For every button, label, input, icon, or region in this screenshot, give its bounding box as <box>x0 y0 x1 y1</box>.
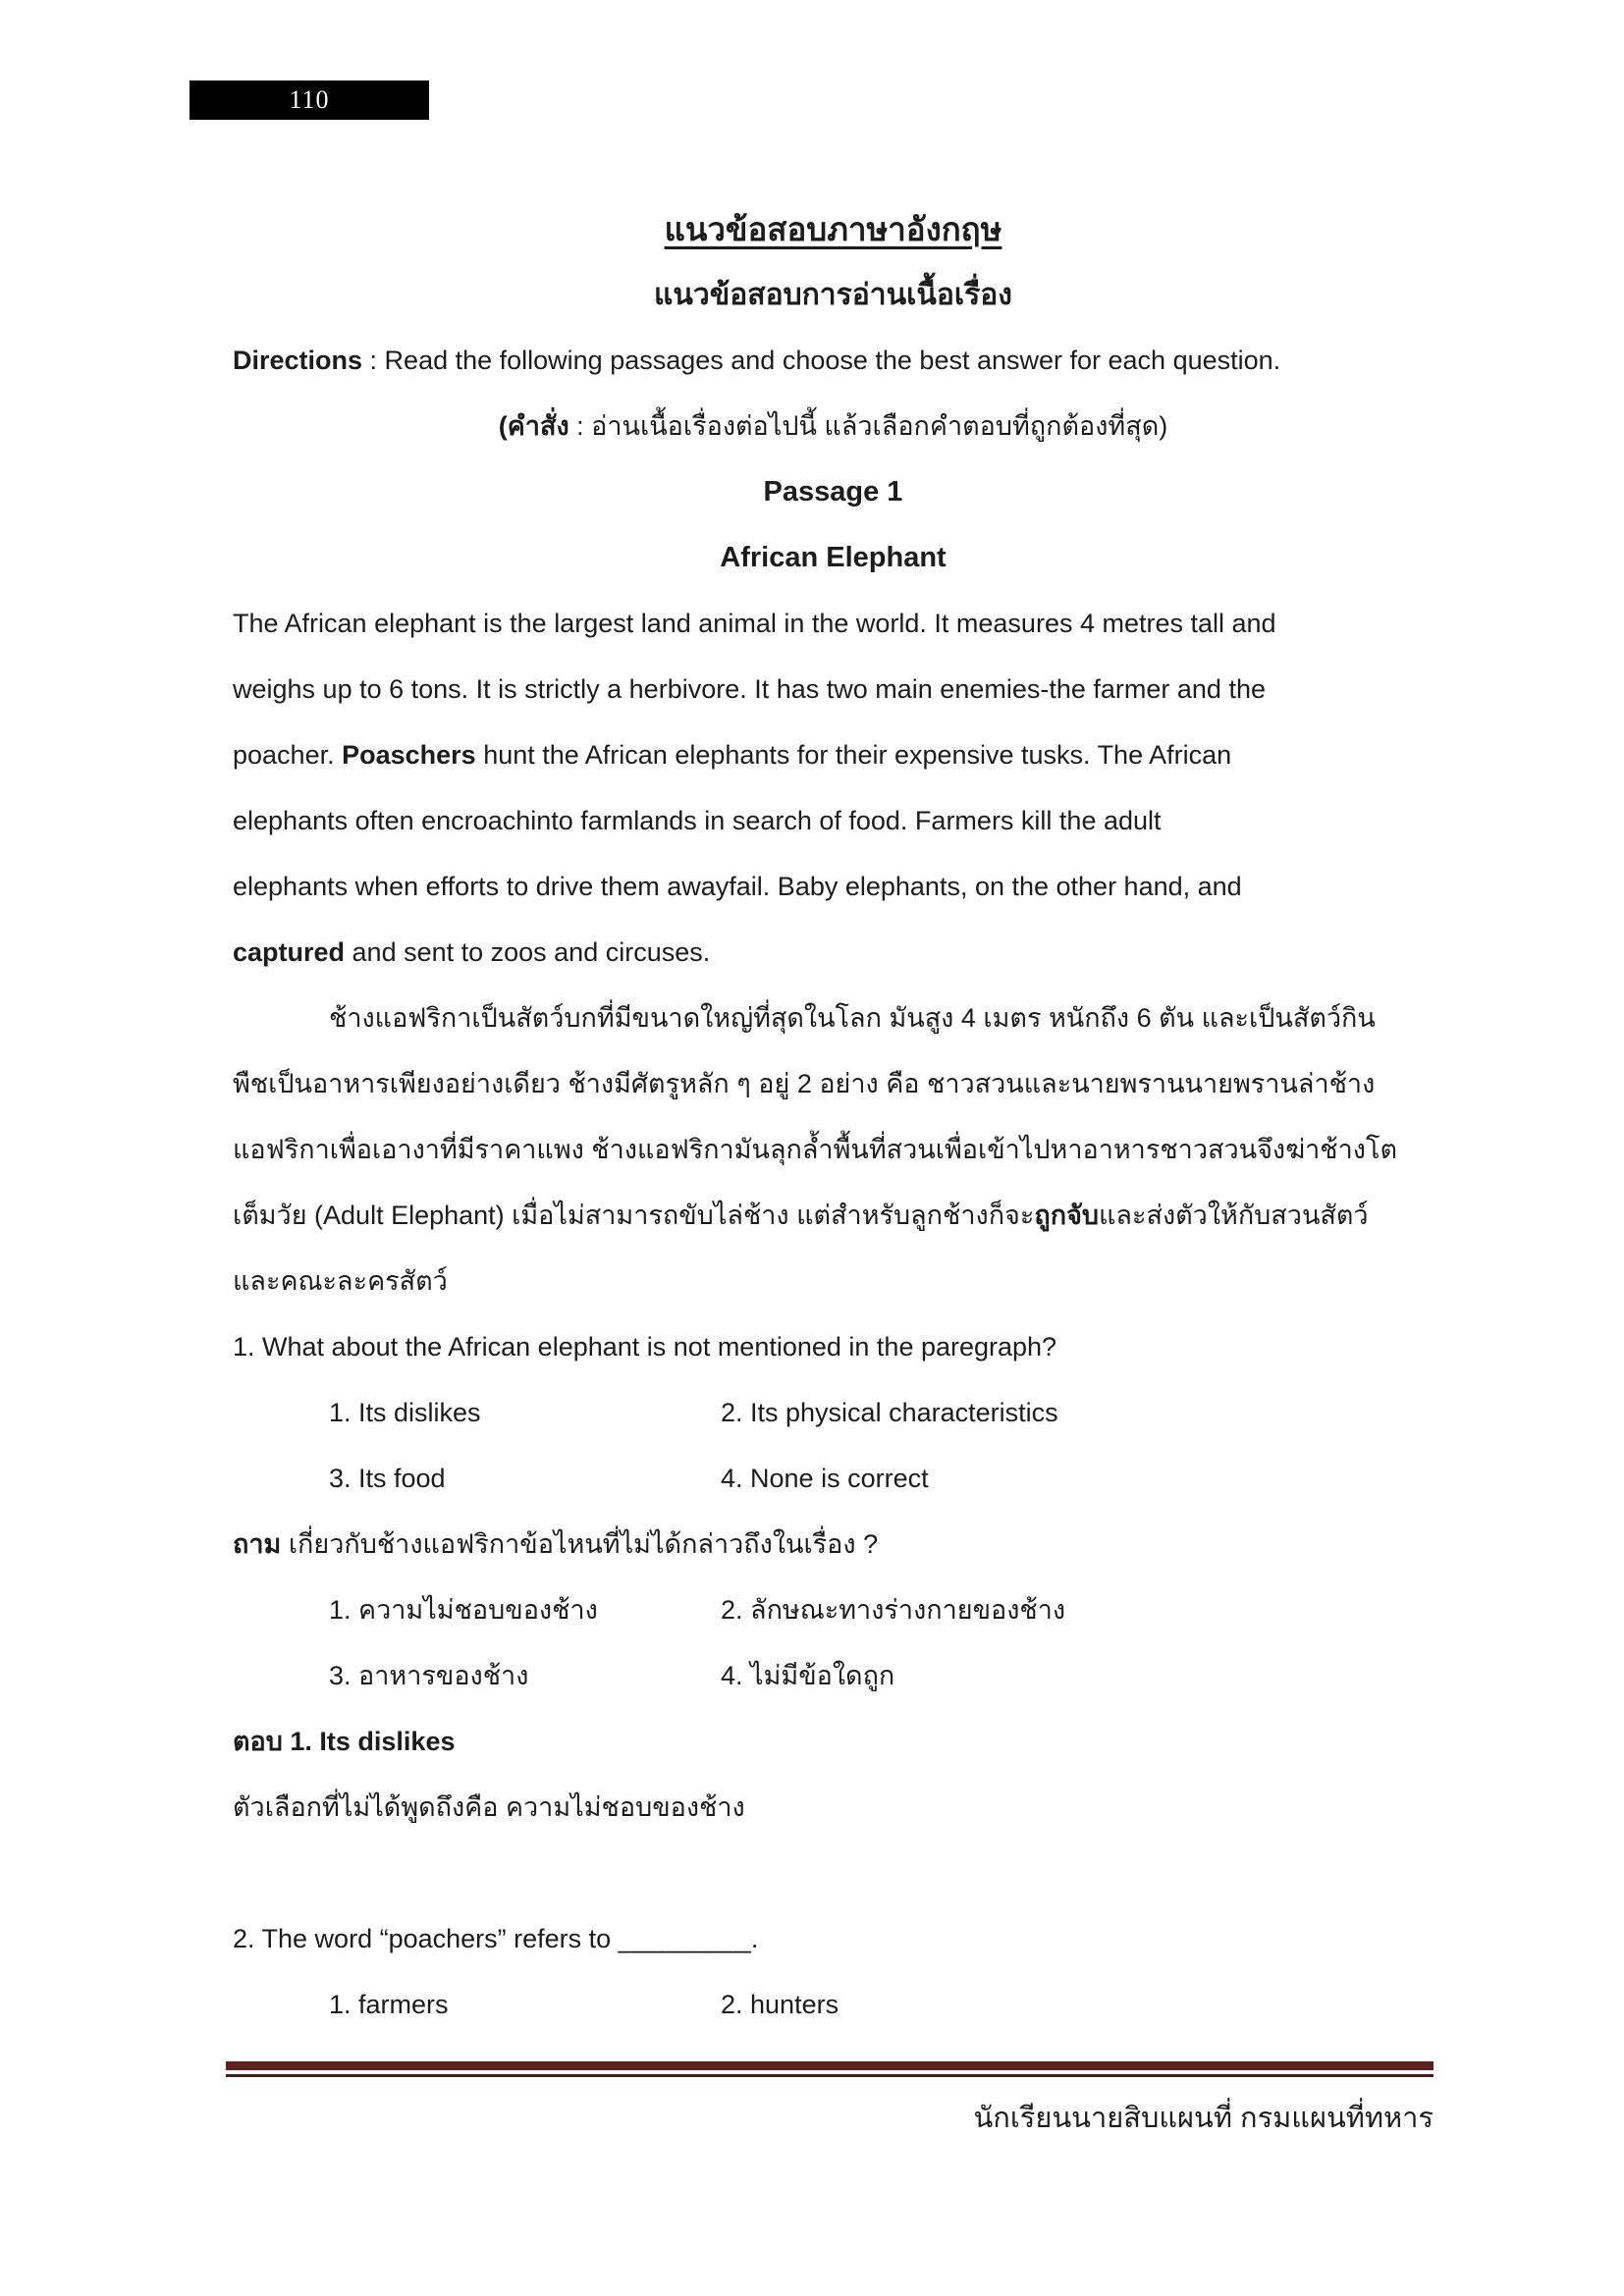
question1-text: 1. What about the African elephant is not mentioned in the paregraph? <box>233 1332 1057 1362</box>
document-title-text: แนวข้อสอบภาษาอังกฤษ <box>664 211 1002 247</box>
passage-en-bold-word: Poaschers <box>342 740 476 770</box>
passage-th-line: และคณะละครสัตว์ <box>233 1266 448 1296</box>
passage-en-line: The African elephant is the largest land animal in the world. It measures 4 metres tall and <box>233 609 1276 638</box>
question1-explanation: ตัวเลือกที่ไม่ได้พูดถึงคือ ความไม่ชอบของช้าง <box>233 1792 745 1822</box>
question1-answer-line <box>233 1709 1434 1775</box>
question1-choice-3: 3. Its food <box>329 1464 446 1493</box>
footer-rule-thick <box>226 2061 1434 2070</box>
directions-line <box>233 328 1434 394</box>
blank-spacer <box>233 1841 1434 1906</box>
question1-thai-choices-row1 <box>233 1577 1434 1643</box>
passage-en-line: elephants often encroachinto farmlands in search of food. Farmers kill the adult <box>233 806 1162 835</box>
question1-thai-choices-row2 <box>233 1643 1434 1709</box>
passage-th-segment: เต็มวัย (Adult Elephant) เมื่อไม่สามารถขับไล่ช้าง แต่สำหรับลูกช้างก็จะ <box>233 1201 1035 1230</box>
passage-th-line: พืชเป็นอาหารเพียงอย่างเดียว ช้างมีศัตรูหลัก ๆ อยู่ 2 อย่าง คือ ชาวสวนและนายพรานนายพรานล่าช้าง <box>233 1069 1376 1098</box>
passage-th-segment: และส่งตัวให้กับสวนสัตว์ <box>1099 1201 1369 1230</box>
document-subtitle: แนวข้อสอบการอ่านเนื้อเรื่อง <box>654 279 1012 311</box>
passage-th-line: แอฟริกาเพื่อเอางาที่มีราคาแพง ช้างแอฟริกามันลุกล้ำพื้นที่สวนเพื่อเข้าไปหาอาหารชาวสวนจึงฆ่าช้างโต <box>233 1135 1397 1164</box>
passage-en-line <box>233 722 1434 788</box>
question1-thai-text: เกี่ยวกับช้างแอฟริกาข้อไหนที่ไม่ได้กล่าวถึงในเรื่อง ? <box>281 1529 879 1559</box>
thai-directions-line <box>233 394 1434 459</box>
question2-choices-row1 <box>233 1972 1434 2038</box>
question1-choice-4: 4. None is correct <box>721 1464 929 1493</box>
question2-choice-2: 2. hunters <box>721 1990 839 2019</box>
passage-en-line: elephants when efforts to drive them awayfail. Baby elephants, on the other hand, and <box>233 872 1242 901</box>
question1-choices-row2 <box>233 1446 1434 1512</box>
page-number-box <box>189 80 429 120</box>
question2-text: 2. The word “poachers” refers to _________. <box>233 1924 759 1953</box>
passage-en-segment: poacher. <box>233 740 343 770</box>
footer-rule-thin <box>226 2074 1434 2077</box>
question1-choices-row1 <box>233 1380 1434 1446</box>
passage-en-line <box>233 920 1434 986</box>
passage-title: African Elephant <box>720 542 947 573</box>
page-number: 110 <box>289 85 330 114</box>
passage-en-bold-word: captured <box>233 937 346 967</box>
question1-choice-2: 2. Its physical characteristics <box>721 1398 1058 1427</box>
thai-directions-text: : อ่านเนื้อเรื่องต่อไปนี้ แล้วเลือกคำตอบที่ถูกต้องที่สุด) <box>568 411 1168 441</box>
question1-thai-choice-2: 2. ลักษณะทางร่างกายของช้าง <box>721 1595 1066 1625</box>
passage-th-line <box>233 1183 1434 1249</box>
passage-en-segment: hunt the African elephants for their expensive tusks. The African <box>475 740 1232 770</box>
question1-thai-line <box>233 1512 1434 1577</box>
thai-directions-label: (คำสั่ง <box>498 411 569 441</box>
question1-thai-choice-4: 4. ไม่มีข้อใดถูก <box>721 1661 895 1690</box>
question1-choice-1: 1. Its dislikes <box>329 1398 481 1427</box>
question1-thai-choice-3: 3. อาหารของช้าง <box>329 1661 529 1690</box>
question1-answer-label: ตอบ <box>233 1727 283 1756</box>
question1-thai-choice-1: 1. ความไม่ชอบของช้าง <box>329 1595 598 1625</box>
directions-text: : Read the following passages and choose the best answer for each question. <box>362 346 1281 375</box>
passage-th-line: ช้างแอฟริกาเป็นสัตว์บกที่มีขนาดใหญ่ที่สุดในโลก มันสูง 4 เมตร หนักถึง 6 ตัน และเป็นสัตว์กิน <box>329 1003 1376 1033</box>
document-body <box>233 196 1434 2038</box>
question2-choice-1: 1. farmers <box>329 1990 449 2019</box>
footer-text: นักเรียนนายสิบแผนที่ กรมแผนที่ทหาร <box>973 2103 1434 2134</box>
document-title <box>233 196 1434 262</box>
passage-label: Passage 1 <box>763 476 903 507</box>
question1-answer-text: 1. Its dislikes <box>282 1727 456 1756</box>
directions-label: Directions <box>233 346 363 375</box>
passage-en-segment: and sent to zoos and circuses. <box>345 937 711 967</box>
passage-en-line: weighs up to 6 tons. It is strictly a herbivore. It has two main enemies-the farmer and the <box>233 674 1266 704</box>
question1-thai-label: ถาม <box>233 1529 282 1559</box>
passage-th-bold-word: ถูกจับ <box>1034 1201 1100 1230</box>
